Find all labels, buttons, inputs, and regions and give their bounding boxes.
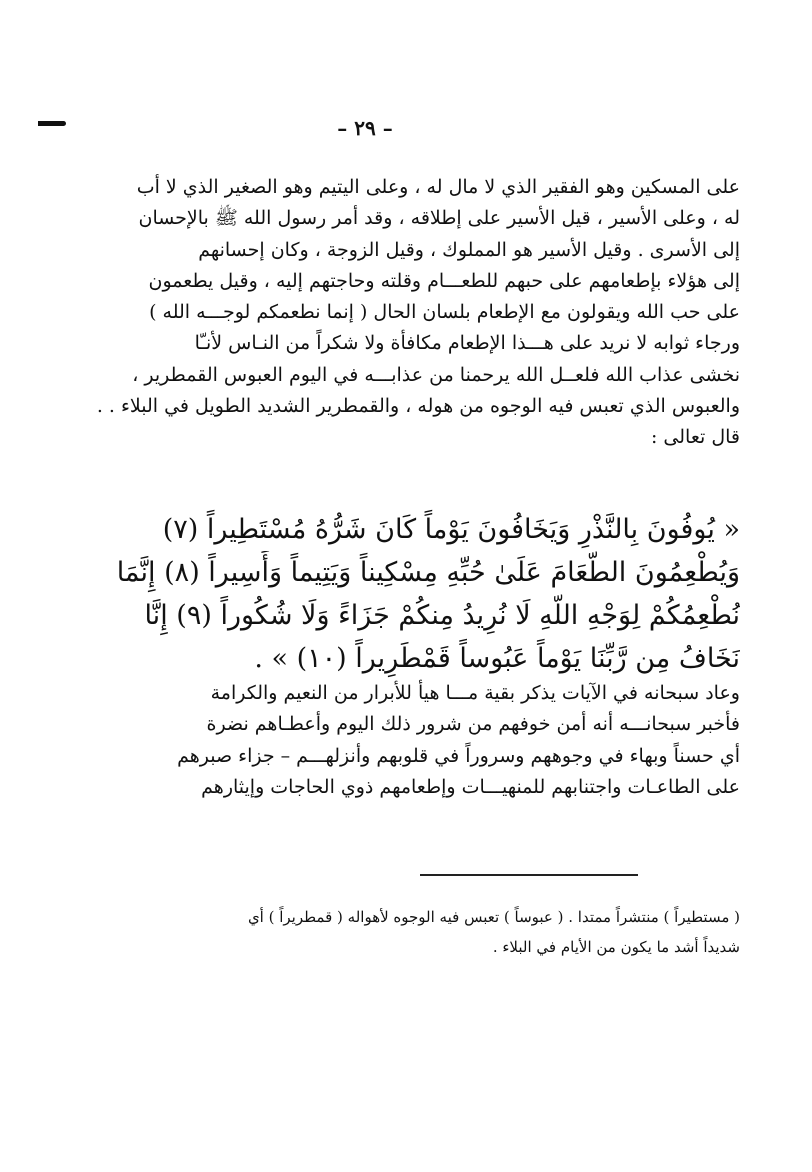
page-number: – ٢٩ – [337,116,393,140]
text-line: على المسكين وهو الفقير الذي لا مال له ، وعلى اليتيم وهو الصغير الذي لا أب [136,176,740,198]
paragraph-reward [72,678,740,803]
footnote [72,902,740,962]
margin-mark [38,121,66,126]
text-line: وعاد سبحانه في الآيات يذكر بقية مـــا هيأ للأبرار من النعيم والكرامة [210,682,740,704]
text-line: قال تعالى : [650,426,740,449]
verse-line: وَيُطْعِمُونَ الطَّعَامَ عَلَىٰ حُبِّهِ مِسْكِيناً وَيَتِيماً وَأَسِيراً (٨) إِنَّمَا [116,557,740,588]
footnote-line: شديداً أشد ما يكون من الأيام في البلاء . [492,938,740,956]
footnote-divider [420,874,638,876]
text-line: على الطاعـات واجتنابهم للمنهيـــات وإطعامهم ذوي الحاجات وإيثارهم [201,775,740,798]
text-line: أي حسناً وبهاء في وجوههم وسروراً في قلوبهم وأنزلهـــم – جزاء صبرهم [177,744,740,767]
verse-line: نُطْعِمُكُمْ لِوَجْهِ اللَّهِ لَا نُرِيدُ مِنكُمْ جَزَاءً وَلَا شُكُوراً (٩) إِنَّا [144,600,740,631]
text-line: على حب الله ويقولون مع الإطعام بلسان الحال ( إنما نطعمكم لوجـــه الله ) [149,301,740,324]
text-line: إلى هؤلاء بإطعامهم على حبهم للطعـــام وقلته وحاجتهم إليه ، وقيل يطعمون [148,269,740,292]
footnote-line: ( مستطيراً ) منتشراً ممتدا . ( عبوساً ) تعبس فيه الوجوه لأهواله ( قمطريراً ) أي [247,908,740,926]
text-line: والعبوس الذي تعبس فيه الوجوه من هوله ، والقمطرير الشديد الطويل في البلاء . . [96,395,740,418]
verse-line: نَخَافُ مِن رَّبِّنَا يَوْماً عَبُوساً قَمْطَرِيراً (١٠) » . [254,643,740,674]
text-line: نخشى عذاب الله فلعــل الله يرحمنا من عذابـــه في اليوم العبوس القمطرير ، [132,363,740,386]
paragraph-commentary [72,172,740,454]
text-line: ورجاء ثوابه لا نريد على هـــذا الإطعام مكافأة ولا شكراً من النـاس لأنـّا [194,332,740,355]
verse-line: « يُوفُونَ بِالنَّذْرِ وَيَخَافُونَ يَوْماً كَانَ شَرُّهُ مُسْتَطِيراً (٧) [162,514,740,545]
text-line: فأخبر سبحانـــه أنه أمن خوفهم من شرور ذلك اليوم وأعطـاهم نضرة [206,713,740,736]
text-line: له ، وعلى الأسير ، قيل الأسير على إطلاقه ، وقد أمر رسول الله ﷺ بالإحسان [138,207,740,230]
quran-verse-block [72,508,740,680]
text-line: إلى الأسرى . وقيل الأسير هو المملوك ، وقيل الزوجة ، وكان إحسانهم [198,238,740,261]
